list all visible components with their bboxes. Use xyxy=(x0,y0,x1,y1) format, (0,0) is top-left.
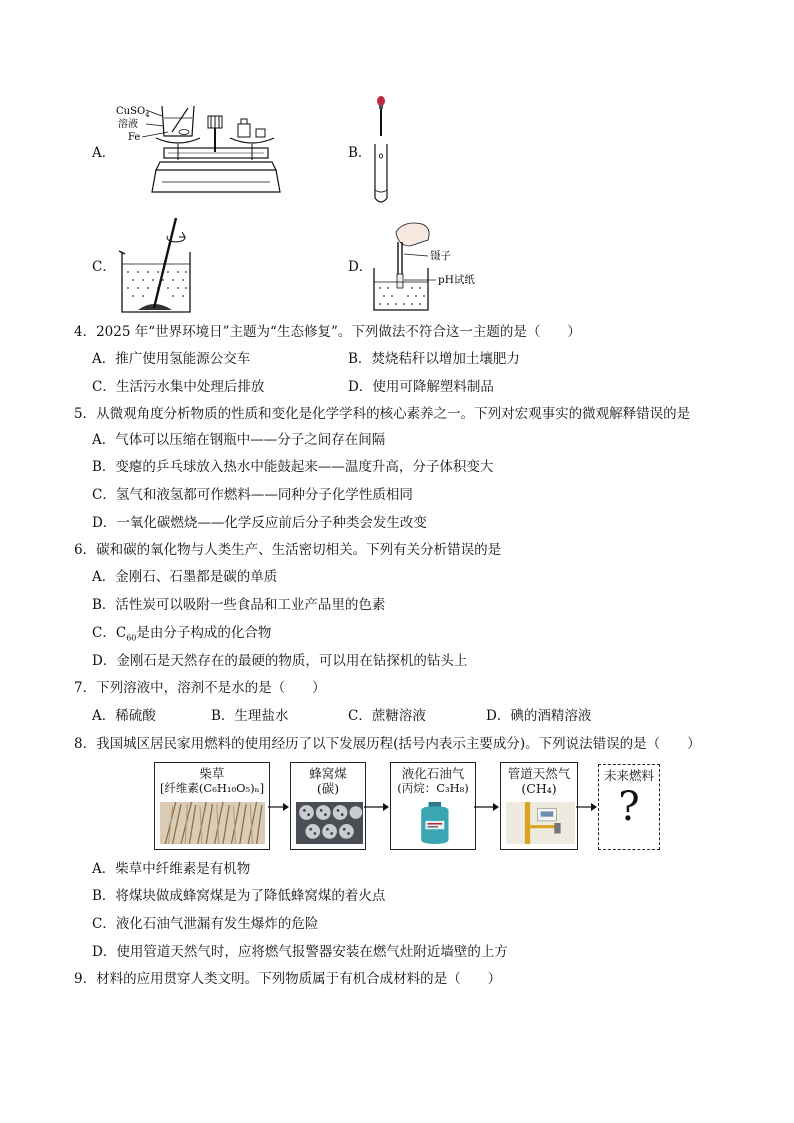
ph-test-figure xyxy=(368,218,488,318)
q3-option-c-label: C． xyxy=(92,259,116,275)
coal-formula: (碳) xyxy=(316,781,340,796)
q3-option-b-label: B． xyxy=(348,145,372,161)
q8-option-a[interactable]: A．柴草中纤维素是有机物 xyxy=(92,861,251,877)
stirring-beaker-figure xyxy=(116,214,202,318)
firewood-name: 柴草 xyxy=(199,766,225,781)
lpg-name: 液化石油气 xyxy=(401,766,465,781)
q7-option-d[interactable]: D．碘的酒精溶液 xyxy=(486,708,592,724)
natural-gas-formula: (CH₄) xyxy=(521,781,557,796)
fuel-box-lpg xyxy=(390,762,476,850)
arrow-icon xyxy=(268,802,290,812)
q9-stem: 9．材料的应用贯穿人类文明。下列物质属于有机合成材料的是（ ） xyxy=(74,971,502,987)
q8-stem: 8．我国城区居民家用燃料的使用经历了以下发展历程(括号内表示主要成分)。下列说法错误的是（ ） xyxy=(74,736,701,752)
q6-option-d[interactable]: D．金刚石是天然存在的最硬的物质，可以用在钻探机的钻头上 xyxy=(92,653,468,669)
cuso4-label: CuSO$_4$ xyxy=(116,106,150,119)
q6-option-c[interactable] xyxy=(92,624,271,648)
firewood-photo xyxy=(160,802,265,844)
question-mark: ? xyxy=(618,784,640,830)
gas-pipe-photo xyxy=(506,802,575,844)
natural-gas-name: 管道天然气 xyxy=(507,766,571,781)
fuel-box-firewood xyxy=(154,762,270,850)
q4-option-a[interactable]: A．推广使用氢能源公交车 xyxy=(92,351,251,367)
q7-option-a[interactable]: A．稀硫酸 xyxy=(92,708,156,724)
dropper-tube-figure xyxy=(366,94,396,210)
q4-option-c[interactable]: C．生活污水集中处理后排放 xyxy=(92,379,265,395)
lpg-formula: (丙烷：C₃H₈) xyxy=(397,781,469,795)
q5-option-a[interactable]: A．气体可以压缩在钢瓶中——分子之间存在间隔 xyxy=(92,432,386,448)
q3-option-a-label: A． xyxy=(92,145,116,161)
q5-option-b[interactable]: B．变瘪的乒乓球放入热水中能鼓起来——温度升高，分子体积变大 xyxy=(92,459,494,475)
future-fuel-name: 未来燃料 xyxy=(603,768,654,783)
q8-option-c[interactable]: C．液化石油气泄漏有发生爆炸的危险 xyxy=(92,916,319,932)
solution-label: 溶液 xyxy=(118,119,138,130)
q7-stem: 7．下列溶液中，溶剂不是水的是（ ） xyxy=(74,680,326,696)
q6-option-b[interactable]: B．活性炭可以吸附一些食品和工业产品里的色素 xyxy=(92,597,386,613)
q5-option-d[interactable]: D．一氧化碳燃烧——化学反应前后分子种类会发生改变 xyxy=(92,515,427,531)
q8-option-b[interactable]: B．将煤块做成蜂窝煤是为了降低蜂窝煤的着火点 xyxy=(92,888,386,904)
q4-option-d[interactable]: D．使用可降解塑料制品 xyxy=(348,379,494,395)
balance-figure xyxy=(112,96,292,204)
q4-option-b[interactable]: B．焚烧秸秆以增加土壤肥力 xyxy=(348,351,520,367)
firewood-formula: [纤维素(C₆H₁₀O₅)ₙ] xyxy=(159,781,265,795)
arrow-icon xyxy=(576,802,598,812)
q5-stem: 5．从微观角度分析物质的性质和变化是化学学科的核心素养之一。下列对宏观事实的微观解释错误的是 xyxy=(74,406,691,422)
q5-option-c[interactable]: C．氢气和液氢都可作燃料——同种分子化学性质相同 xyxy=(92,487,413,503)
q6-option-c-text: 是由分子构成的化合物 xyxy=(136,625,272,641)
q7-option-c[interactable]: C．蔗糖溶液 xyxy=(348,708,426,724)
fuel-box-honeycomb-coal xyxy=(290,762,366,850)
coal-name: 蜂窝煤 xyxy=(309,766,347,781)
arrow-icon xyxy=(364,802,390,812)
q6-option-c-prefix: C． xyxy=(92,625,116,641)
q6-option-a[interactable]: A．金刚石、石墨都是碳的单质 xyxy=(92,569,278,585)
honeycomb-coal-photo xyxy=(296,802,363,844)
fe-label: Fe xyxy=(128,132,141,143)
q8-option-d[interactable]: D．使用管道天然气时，应将燃气报警器安装在燃气灶附近墙壁的上方 xyxy=(92,944,508,960)
gas-cylinder-photo xyxy=(396,802,474,844)
ph-paper-label: pH试纸 xyxy=(438,274,475,286)
q7-option-b[interactable]: B．生理盐水 xyxy=(211,708,289,724)
tweezers-label: 镊子 xyxy=(430,250,451,262)
arrow-icon xyxy=(474,802,500,812)
q3-option-d-label: D． xyxy=(348,259,373,275)
q4-stem: 4．2025 年“世界环境日”主题为“生态修复”。下列做法不符合这一主题的是（ ） xyxy=(74,324,581,340)
q6-stem: 6．碳和碳的氧化物与人类生产、生活密切相关。下列有关分析错误的是 xyxy=(74,542,502,558)
fuel-box-future xyxy=(598,764,660,850)
c60-formula: $C_{60}$ xyxy=(115,625,137,643)
fuel-box-natural-gas xyxy=(500,762,578,850)
